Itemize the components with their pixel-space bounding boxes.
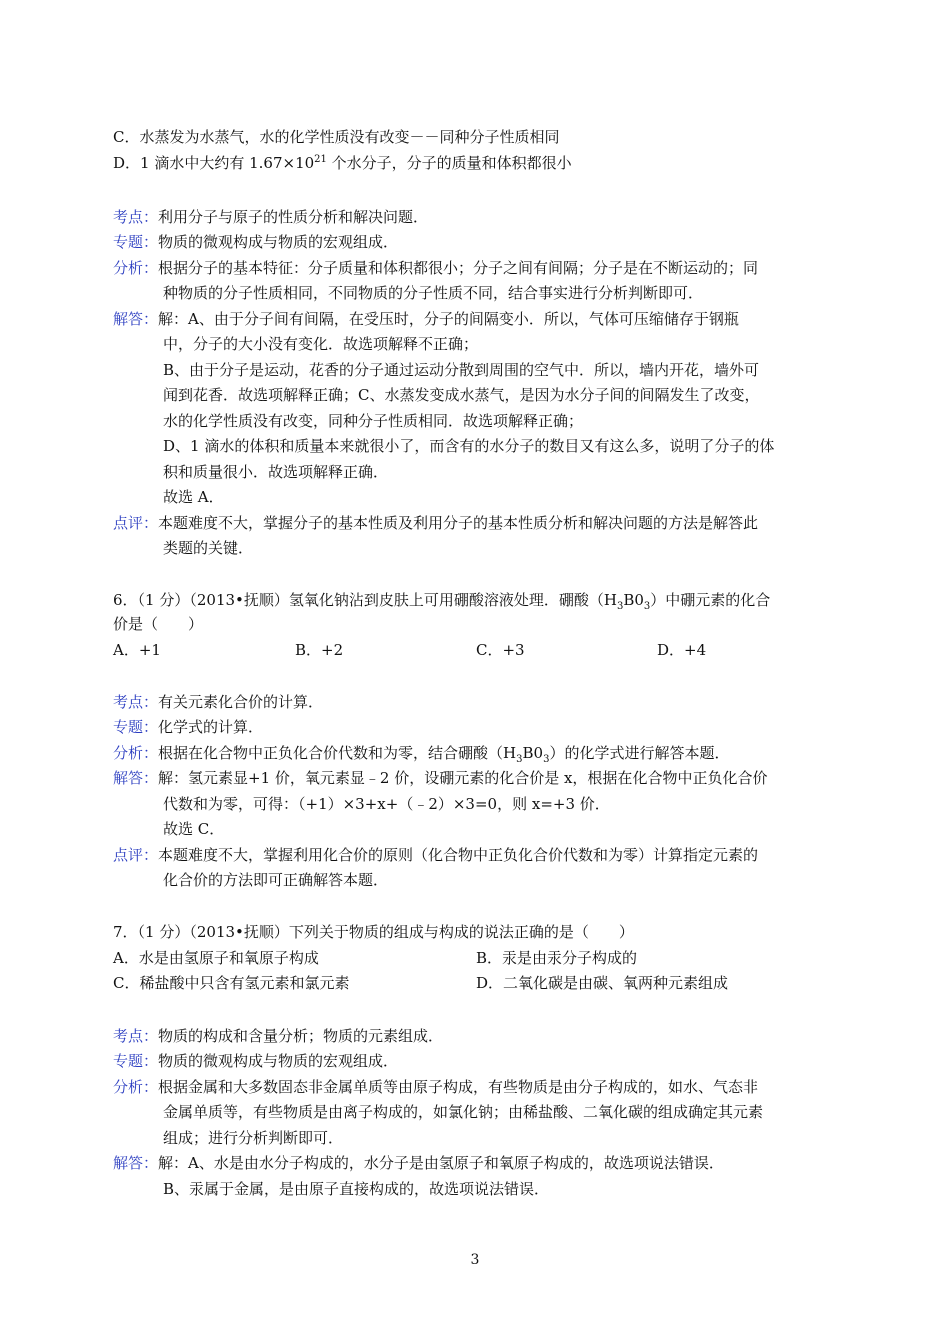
zhuanti-label: 专题：	[113, 233, 159, 251]
q5-fenxi-cont: 种物质的分子性质相同，不同物质的分子性质不同，结合事实进行分析判断即可．	[163, 284, 704, 302]
q6-kaodian: 考点：有关元素化合价的计算．	[113, 693, 324, 711]
q6-zhuanti: 专题：化学式的计算．	[113, 718, 264, 736]
jieda-label: 解答：	[113, 769, 159, 787]
kaodian-label: 考点：	[113, 1027, 159, 1045]
kaodian-label: 考点：	[113, 208, 159, 226]
q5-jieda-4: 闻到花香．故选项解释正确；C、水蒸发变成水蒸气，是因为水分子间的间隔发生了改变，	[163, 386, 760, 404]
q7-option-c: C．稀盐酸中只含有氢元素和氯元素	[113, 974, 350, 992]
q5-kaodian: 考点：利用分子与原子的性质分析和解决问题．	[113, 208, 429, 226]
q7-option-d: D．二氧化碳是由碳、氧两种元素组成	[476, 974, 729, 992]
q5-jieda-5: 水的化学性质没有改变，同种分子性质相同．故选项解释正确；	[163, 412, 584, 430]
zhuanti-label: 专题：	[113, 718, 159, 736]
q7-jieda: 解答：解：A、水是由水分子构成的，水分子是由氢原子和氧原子构成的，故选项说法错误．	[113, 1154, 724, 1172]
q6-option-c: C．+3	[476, 641, 525, 659]
q7-fenxi-2: 金属单质等，有些物质是由离子构成的，如氯化钠；由稀盐酸、二氧化碳的组成确定其元素	[163, 1103, 764, 1121]
q7-fenxi-3: 组成；进行分析判断即可．	[163, 1129, 344, 1147]
q5-dianping-cont: 类题的关键．	[163, 539, 254, 557]
dianping-label: 点评：	[113, 846, 159, 864]
q6-dianping-cont: 化合价的方法即可正确解答本题．	[163, 871, 389, 889]
jieda-label: 解答：	[113, 1154, 159, 1172]
q6-stem: 6．（1 分）（2013•抚顺）氢氧化钠沾到皮肤上可用硼酸溶液处理．硼酸$(H_3B0_3)$中硼元素的化合	[113, 591, 771, 612]
q7-stem: 7．（1 分）（2013•抚顺）下列关于物质的组成与构成的说法正确的是（ ）	[113, 923, 634, 941]
q6-jieda-3: 故选 C．	[163, 820, 225, 838]
q5-option-c: C．水蒸发为水蒸气，水的化学性质没有改变－－同种分子性质相同	[113, 128, 560, 146]
q5-option-d: D．1 滴水中大约有 $1.67\times 10^{21}$ 个水分子，分子的质量和体积都很小	[113, 154, 572, 172]
q7-zhuanti: 专题：物质的微观构成与物质的宏观组成．	[113, 1052, 399, 1070]
q6-option-d: D．+4	[657, 641, 707, 659]
q7-fenxi: 分析：根据金属和大多数固态非金属单质等由原子构成，有些物质是由分子构成的，如水、气态非	[113, 1078, 759, 1096]
q6-jieda-2: 代数和为零，可得：（+1）×3+x+（﹣2）×3=0，则 x=+3 价．	[163, 795, 610, 813]
fenxi-label: 分析：	[113, 259, 159, 277]
q5-jieda: 解答：解：A、由于分子间有间隔，在受压时，分子的间隔变小．所以，气体可压缩储存于钢瓶	[113, 310, 739, 328]
q6-option-a: A．+1	[113, 641, 161, 659]
q6-dianping: 点评：本题难度不大，掌握利用化合价的原则（化合物中正负化合价代数和为零）计算指定元素的	[113, 846, 759, 864]
q5-fenxi: 分析：根据分子的基本特征：分子质量和体积都很小；分子之间有间隔；分子是在不断运动的；同	[113, 259, 759, 277]
q5-jieda-2: 中，分子的大小没有变化．故选项解释不正确；	[163, 335, 479, 353]
jieda-label: 解答：	[113, 310, 159, 328]
dianping-label: 点评：	[113, 514, 159, 532]
fenxi-label: 分析：	[113, 1078, 159, 1096]
q7-option-a: A．水是由氢原子和氧原子构成	[113, 949, 319, 967]
q7-jieda-2: B、汞属于金属，是由原子直接构成的，故选项说法错误．	[163, 1180, 550, 1198]
q5-jieda-3: B、由于分子是运动，花香的分子通过运动分散到周围的空气中．所以，墙内开花，墙外可	[163, 361, 760, 379]
q6-jieda: 解答：解：氢元素显+1 价，氧元素显﹣2 价，设硼元素的化合价是 x，根据在化合物中正负化合价	[113, 769, 768, 787]
q6-stem-cont: 价是（ ）	[113, 615, 204, 633]
q6-fenxi: 分析：根据在化合物中正负化合价代数和为零，结合硼酸$(H_3B0_3)$的化学式进行解答本题．	[113, 744, 730, 765]
fenxi-label: 分析：	[113, 744, 159, 762]
q5-jieda-6: D、1 滴水的体积和质量本来就很小了，而含有的水分子的数目又有这么多，说明了分子的体	[163, 437, 775, 455]
q5-jieda-8: 故选 A．	[163, 488, 224, 506]
q5-jieda-7: 积和质量很小．故选项解释正确．	[163, 463, 389, 481]
q5-dianping: 点评：本题难度不大，掌握分子的基本性质及利用分子的基本性质分析和解决问题的方法是解答此	[113, 514, 759, 532]
q5-zhuanti: 专题：物质的微观构成与物质的宏观组成．	[113, 233, 399, 251]
q6-option-b: B．+2	[295, 641, 344, 659]
q7-kaodian: 考点：物质的构成和含量分析；物质的元素组成．	[113, 1027, 444, 1045]
kaodian-label: 考点：	[113, 693, 159, 711]
zhuanti-label: 专题：	[113, 1052, 159, 1070]
page-number: 3	[470, 1252, 480, 1268]
q7-option-b: B．汞是由汞分子构成的	[476, 949, 638, 967]
